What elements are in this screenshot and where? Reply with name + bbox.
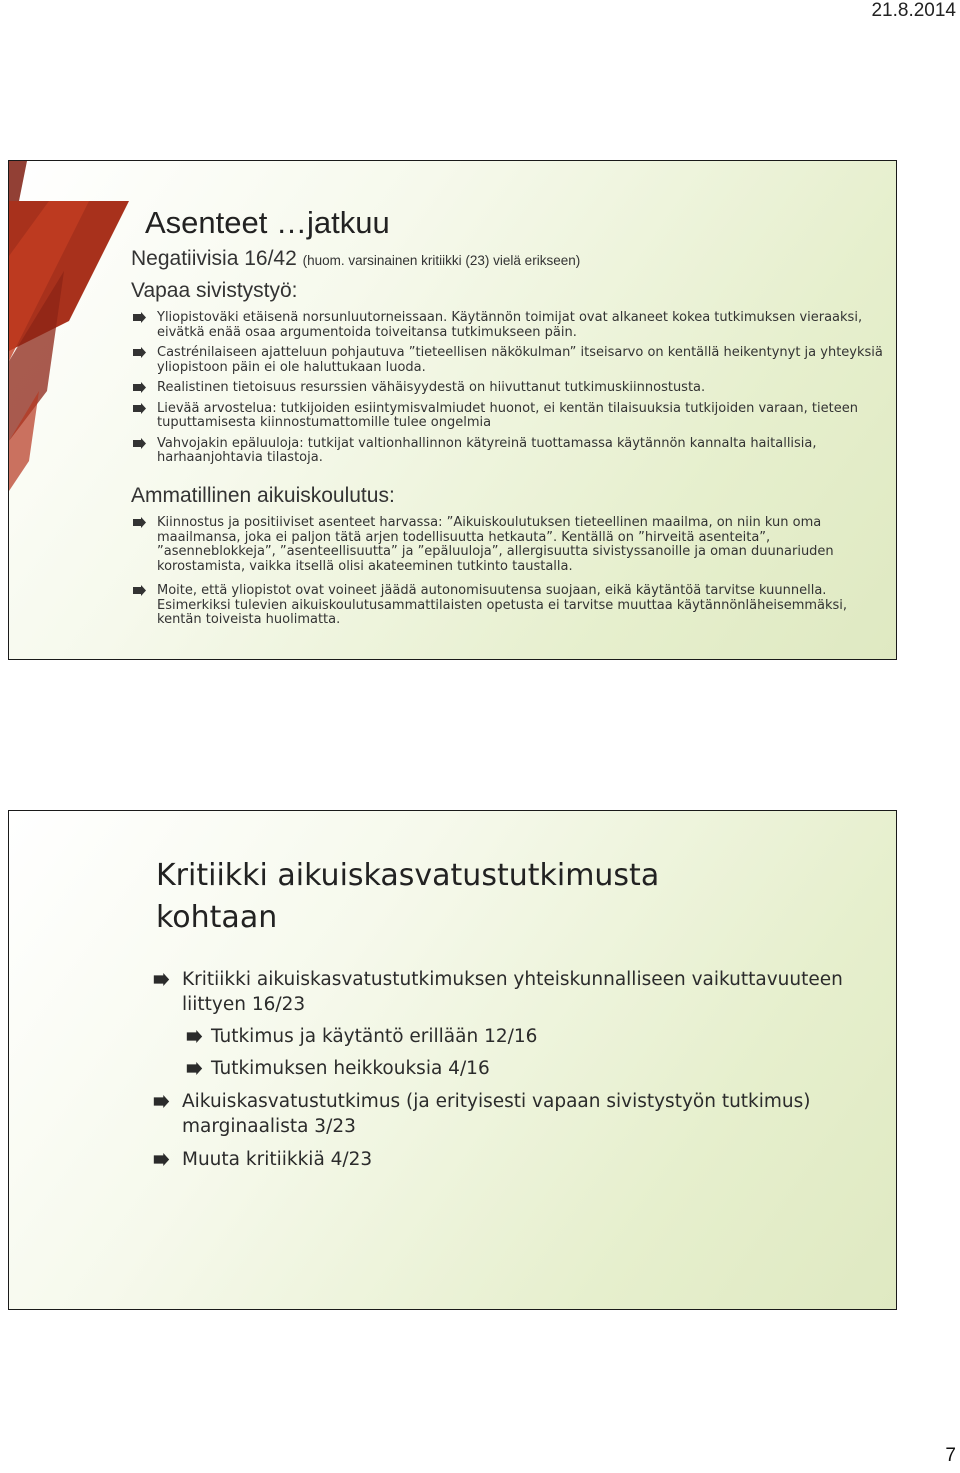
page-date: 21.8.2014	[871, 0, 956, 21]
section-heading-vapaa-sivistystyo: Vapaa sivistystyö:	[131, 279, 298, 302]
kritiikki-list	[153, 959, 853, 1172]
arrow-bullet-icon	[186, 1030, 203, 1043]
page-number: 7	[945, 1445, 956, 1466]
list-item	[133, 584, 883, 628]
arrow-bullet-icon	[153, 1153, 170, 1166]
slide-title: Asenteet …jatkuu	[145, 205, 390, 240]
list-item	[133, 346, 883, 375]
arrow-bullet-icon	[133, 585, 146, 596]
list-item	[153, 1147, 853, 1172]
arrow-bullet-icon	[133, 517, 146, 528]
slide-kritiikki	[8, 810, 897, 1310]
slide-title: Kritiikki aikuiskasvatustutkimusta kohtaan	[156, 858, 660, 935]
negatives-count: Negatiivisia 16/42	[131, 247, 297, 270]
negatives-note: (huom. varsinainen kritiikki (23) vielä erikseen)	[302, 253, 581, 268]
negatives-heading	[131, 247, 580, 271]
arrow-bullet-icon	[133, 438, 146, 449]
list-item-text: Yliopistoväki etäisenä norsunluutorneissaan. Käytännön toimijat ovat alkaneet kokea tutkimuksen vieraaksi, eivätkä enää osaa argumentoida toiveitansa tutkimukseen päin.	[157, 310, 863, 340]
vapaa-sivistystyo-list	[133, 311, 883, 472]
arrow-bullet-icon	[133, 347, 146, 358]
list-item	[133, 402, 883, 431]
arrow-bullet-icon	[133, 403, 146, 414]
list-item-text: Tutkimuksen heikkouksia 4/16	[211, 1058, 490, 1079]
section-heading-ammatillinen: Ammatillinen aikuiskoulutus:	[131, 484, 395, 507]
slide-asenteet	[8, 160, 897, 660]
ammatillinen-list	[133, 516, 883, 634]
list-item-text: Tutkimus ja käytäntö erillään 12/16	[211, 1026, 538, 1047]
arrow-bullet-icon	[153, 1095, 170, 1108]
arrow-bullet-icon	[186, 1062, 203, 1075]
slide-decoration-shapes	[9, 161, 144, 660]
list-item-text: Kiinnostus ja positiiviset asenteet harvassa: ”Aikuiskoulutuksen tieteellinen maailma, on niin kun oma maailmansa, joka ei paljon tätä arjen todellisuutta hetkauta”. Kentällä on ”hirveitä asenteita”, ”asenneblokkeja”, ”asenteellisuutta” ja ”epäluuloja”, allergisuutta sivistyssanoille ja oman duunariuden korostamista, vaikka itsellä olisi akateeminen tutkinto taustalla.	[157, 515, 834, 574]
list-item-text: Aikuiskasvatustutkimus (ja erityisesti vapaan sivistystyön tutkimus) marginaalista 3/23	[182, 1091, 811, 1137]
arrow-bullet-icon	[153, 973, 170, 986]
list-item-text: Lievää arvostelua: tutkijoiden esiintymisvalmiudet huonot, ei kentän tilaisuuksia tutkijoiden varaan, tieteen tuputtamisesta kiinnostumattomille tulee ongelmia	[157, 400, 858, 430]
list-item	[133, 381, 883, 396]
list-item	[153, 1024, 853, 1049]
list-item-text: Castrénilaiseen ajatteluun pohjautuva ”tieteellisen näkökulman” itseisarvo on kentällä heikentynyt ja yhteyksiä yliopistoon päin ei ole haluttukaan luoda.	[157, 345, 883, 375]
list-item	[153, 1056, 853, 1081]
list-item	[133, 311, 883, 340]
list-item	[133, 437, 883, 466]
list-item-text: Moite, että yliopistot ovat voineet jäädä autonomisuutensa suojaan, eikä käytäntöä tarvitse kuunnella. Esimerkiksi tulevien aikuiskoulutusammattilaisten opetusta ei tarvitse muuttaa käytännönläheisemmäksi, kentän toiveista huolimatta.	[157, 583, 848, 627]
list-item	[153, 967, 853, 1017]
arrow-bullet-icon	[133, 382, 146, 393]
list-item-text: Realistinen tietoisuus resurssien vähäisyydestä on hiivuttanut tutkimuskiinnostusta.	[157, 380, 706, 395]
arrow-bullet-icon	[133, 312, 146, 323]
list-item-text: Vahvojakin epäluuloja: tutkijat valtionhallinnon kätyreinä tuottamassa käytännön kannalta haitallisia, harhaanjohtavia tilastoja.	[157, 435, 817, 465]
list-item	[153, 1089, 853, 1139]
list-item-text: Muuta kritiikkiä 4/23	[182, 1149, 373, 1170]
list-item	[133, 516, 883, 574]
list-item-text: Kritiikki aikuiskasvatustutkimuksen yhteiskunnalliseen vaikuttavuuteen liittyen 16/23	[182, 969, 843, 1015]
